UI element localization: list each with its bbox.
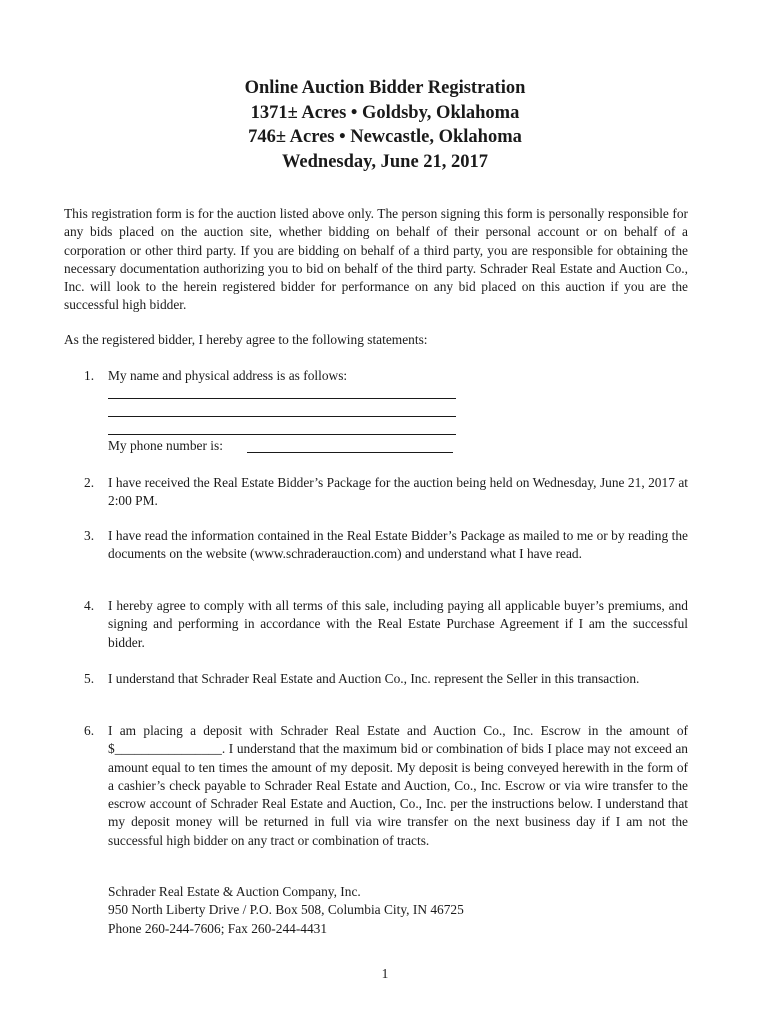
contact-address: 950 North Liberty Drive / P.O. Box 508, Columbia City, IN 46725 — [108, 902, 464, 918]
agreement-lead-in: As the registered bidder, I hereby agree to the following statements: — [64, 332, 428, 347]
contact-block — [108, 883, 464, 938]
item-text: I have received the Real Estate Bidder’s Package for the auction being held on Wednesday, June 21, 2017 at 2:00 PM. — [108, 475, 688, 509]
contact-phone: Phone 260-244-7606; Fax 260-244-4431 — [108, 920, 328, 936]
page-number: 1 — [381, 966, 389, 981]
title-line-1: Online Auction Bidder Registration — [244, 78, 526, 98]
address-line-2[interactable] — [108, 416, 456, 417]
item-number: 5. — [84, 671, 95, 686]
item-text: I am placing a deposit with Schrader Real Estate and Auction Co., Inc. Escrow in the amount of $________________. I understand that the maximum bid or combination of bids I place may not exceed an amount equal to ten times the amount of my deposit. My deposit is being conveyed herewith in the form of a cashier’s check payable to Schrader Real Estate and Auction, Co., Inc. Escrow or via wire transfer to the escrow account of Schrader Real Estate and Auction, Co., Inc. per the instructions below. I understand that my deposit money will be returned in full via wire transfer on the next business day if I am not the successful high bidder on any tract or combination of tracts. — [108, 723, 688, 848]
item-text: I have read the information contained in the Real Estate Bidder’s Package as mailed to me or by reading the documents on the website (www.schraderauction.com) and understand what I have read. — [108, 528, 688, 562]
phone-number-line[interactable] — [247, 452, 453, 453]
item-number: 3. — [84, 528, 95, 543]
item-number: 6. — [84, 723, 95, 738]
address-line-3[interactable] — [108, 434, 456, 435]
title-line-4: Wednesday, June 21, 2017 — [281, 151, 489, 172]
item-text: I understand that Schrader Real Estate and Auction Co., Inc. represent the Seller in this transaction. — [108, 671, 640, 686]
document-title — [0, 76, 770, 174]
item-number: 1. — [84, 368, 95, 383]
contact-company: Schrader Real Estate & Auction Company, Inc. — [108, 884, 361, 899]
item-number: 2. — [84, 475, 95, 490]
item-text: I hereby agree to comply with all terms of this sale, including paying all applicable buyer’s premiums, and signing and performing in accordance with the Real Estate Purchase Agreement if I am the successful bidder. — [108, 598, 688, 650]
title-line-3: 746± Acres • Newcastle, Oklahoma — [248, 127, 522, 147]
item-number: 4. — [84, 598, 95, 613]
intro-paragraph: This registration form is for the auction listed above only. The person signing this form is personally responsible for any bids placed on the auction site, whether bidding on behalf of their personal account or on behalf of a corporation or other third party. If you are bidding on behalf of a third party, you are responsible for obtaining the necessary documentation authorizing you to bid on behalf of the third party. Schrader Real Estate and Auction Co., Inc. will look to the herein registered bidder for performance on any bid placed on this auction if you are the successful high bidder. — [64, 206, 688, 313]
phone-label: My phone number is: — [108, 438, 223, 453]
item-text: My name and physical address is as follows: — [108, 368, 348, 383]
address-line-1[interactable] — [108, 398, 456, 399]
title-line-2: 1371± Acres • Goldsby, Oklahoma — [250, 102, 520, 123]
